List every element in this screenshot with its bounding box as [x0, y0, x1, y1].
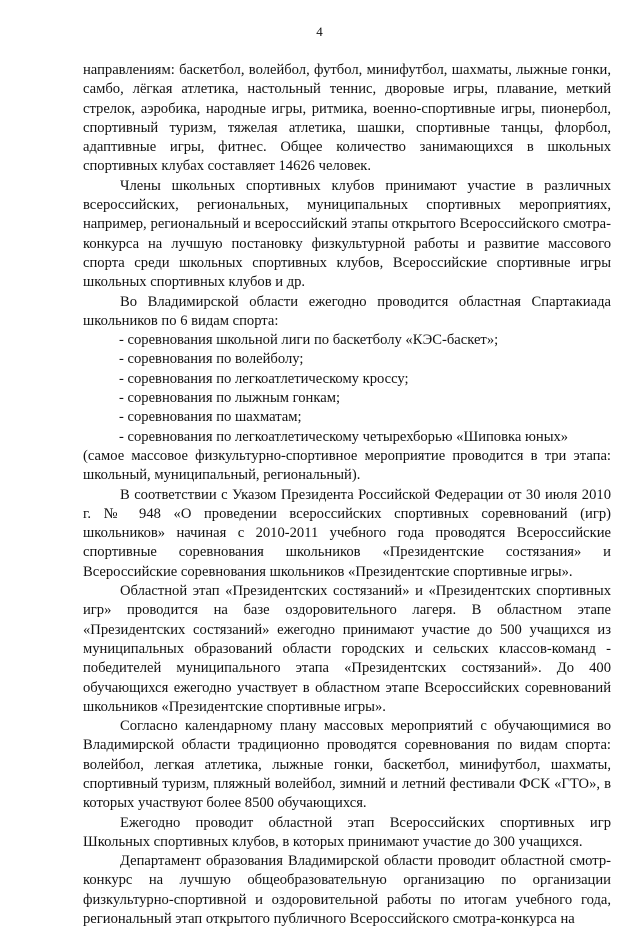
paragraph-presidential-decree: В соответствии с Указом Президента Российской Федерации от 30 июля 2010 г. № 948 «О проведении всероссийских спортивных соревнований (игр) школьников» начиная с 2010-2011 учебного года проводятся Всероссийские спортивные соревнования школьников «Президентские состязания» и Всероссийские соревнования школьников «Президентские спортивные игры». — [83, 486, 611, 580]
list-item: - соревнования по легкоатлетическому четырехборью «Шиповка юных» — [119, 428, 569, 445]
list-item: - соревнования школьной лиги по баскетболу «КЭС-баскет»; — [119, 332, 499, 349]
list-item: - соревнования по лыжным гонкам; — [119, 390, 341, 407]
paragraph-department-contest: Департамент образования Владимирской области проводит областной смотр-конкурс на лучшую общеобразовательную организацию по организации физкультурно-спортивной и оздоровительной работы по итогам учебного года, региональный этап открытого публичного Всероссийского смотра-конкурса на — [83, 853, 611, 928]
list-item: - соревнования по шахматам; — [119, 409, 302, 426]
paragraph-club-members: Члены школьных спортивных клубов принимают участие в различных всероссийских, региональных, муниципальных спортивных мероприятиях, например, региональный и всероссийский этапы открытого Всероссийского смотра-конкурса на лучшую постановку физкультурной работы и развитие массового спорта среди школьных спортивных клубов, Всероссийские спортивные игры школьных спортивных клубов и др. — [83, 177, 611, 291]
paragraph-calendar-plan: Согласно календарному плану массовых мероприятий с обучающимися во Владимирской области традиционно проводятся соревнования по видам спорта: волейбол, легкая атлетика, лыжные гонки, баскетбол, минифутбол, шахматы, спортивный туризм, пляжный волейбол, зимний и летний фестивали ФСК «ГТО», в которых участвуют более 8500 обучающихся. — [83, 718, 611, 812]
list-item: - соревнования по волейболу; — [119, 351, 304, 368]
document-body — [83, 61, 611, 929]
paragraph-sports-directions: направлениям: баскетбол, волейбол, футбол, минифутбол, шахматы, лыжные гонки, самбо, лёгкая атлетика, настольный теннис, дворовые игры, плавание, меткий стрелок, аэробика, народные игры, ритмика, военно-спортивные игры, пионербол, спортивный туризм, тяжелая атлетика, шашки, спортивные танцы, флорбол, адаптивные игры, фитнес. Общее количество занимающихся в школьных спортивных клубах составляет 14626 человек. — [83, 62, 611, 175]
competition-list — [83, 331, 611, 447]
paragraph-school-clubs-games: Ежегодно проводит областной этап Всероссийских спортивных игр Школьных спортивных клубов, в которых принимают участие до 300 учащихся. — [83, 814, 611, 850]
paragraph-regional-stage: Областной этап «Президентских состязаний» и «Президентских спортивных игр» проводится на базе оздоровительного лагеря. В областном этапе «Президентских состязаний» ежегодно принимают участие до 500 учащихся из муниципальных образований области городских и сельских классов-команд - победителей муниципального этапа «Президентских состязаний». До 400 обучающихся ежегодно участвует в областном этапе Всероссийских соревнований школьников «Президентские спортивные игры». — [83, 583, 611, 715]
page-number: 4 — [316, 24, 323, 39]
list-continuation: (самое массовое физкультурно-спортивное мероприятие проводится в три этапа: школьный, муниципальный, региональный). — [83, 447, 611, 484]
list-item: - соревнования по легкоатлетическому кроссу; — [119, 370, 409, 387]
paragraph-spartakiada-intro: Во Владимирской области ежегодно проводится областная Спартакиада школьников по 6 видам спорта: — [83, 293, 611, 329]
